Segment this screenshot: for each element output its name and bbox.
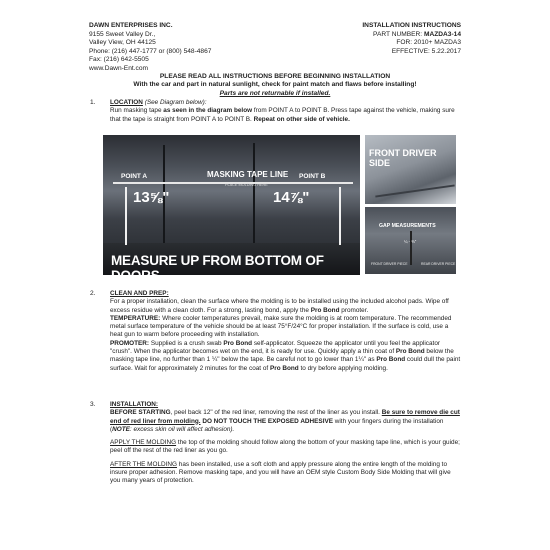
front-driver-side-photo xyxy=(365,135,456,204)
section-3-para-3: AFTER THE MOLDING has been installed, use a soft cloth and apply pressure along the entire length of the molding to insure proper adhesion. Remove masking tape, and you will have an OEM style Custom Body Side Molding that will give you many years of protection. xyxy=(110,460,451,485)
section-2-number: 2. xyxy=(90,290,96,297)
front-driver-side-caption: FRONT DRIVER SIDE xyxy=(369,148,437,168)
point-a-label: POINT A xyxy=(121,173,148,180)
measure-caption: MEASURE UP FROM BOTTOM OF DOORS xyxy=(111,253,324,283)
company-address-2: Valley View, OH 44125 xyxy=(89,39,156,47)
part-number-line: PART NUMBER: MAZDA3-14 xyxy=(373,30,461,38)
vehicle-fitment: FOR: 2010+ MAZDA3 xyxy=(396,39,461,47)
section-2 xyxy=(110,290,462,373)
company-address-1: 9155 Sweet Valley Dr., xyxy=(89,30,156,38)
company-fax: Fax: (216) 642-5505 xyxy=(89,56,149,64)
company-website: www.Dawn-Ent.com xyxy=(89,64,148,72)
notice-block xyxy=(60,73,490,98)
front-piece-label: FRONT DRIVER PIECE xyxy=(371,262,408,266)
notice-line-3: Parts are not returnable if installed. xyxy=(219,89,331,97)
notice-line-2: With the car and part in natural sunlight, check for paint match and flaws before installing! xyxy=(133,81,417,89)
point-b-label: POINT B xyxy=(299,173,326,180)
section-3-number: 3. xyxy=(90,401,96,408)
document-title: INSTALLATION INSTRUCTIONS xyxy=(362,22,461,29)
section-3-para-1: BEFORE STARTING, peel back 12" of the red liner, removing the rest of the liner as you install. Be sure to remove die cut end of red liner from molding. DO NOT TOUCH THE EXPOSED ADHESIVE with your fingers during the installation (NOTE: excess skin oil will affect adhesion). xyxy=(110,409,460,433)
section-3-para-2: APPLY THE MOLDING the top of the molding should follow along the bottom of your masking tape line, which is your guide; peel off the rest of the red liner as you go. xyxy=(110,439,460,455)
rear-piece-label: REAR DRIVER PIECE xyxy=(421,262,456,266)
gap-measurements-caption: GAP MEASUREMENTS xyxy=(379,223,436,229)
measure-arrow-a xyxy=(125,187,127,245)
section-1-heading: LOCATION xyxy=(110,99,143,106)
section-2-para-1: For a proper installation, clean the surface where the molding is to be installed using the included alcohol pads. Wipe off excess residue with a clean cloth. For a strong, lasting bond, apply the Pro Bond promoter. xyxy=(110,298,449,314)
section-2-para-2: TEMPERATURE: Where cooler temperatures prevail, make sure the molding is at room temperature. The recommended metal surface temperature of the vehicle should be at least 75°F/24°C for proper installation. If the surface is cold, use a heat gun to warm before proceeding with installation. xyxy=(110,314,452,339)
part-number: MAZDA3-14 xyxy=(423,30,461,38)
company-phone: Phone: (216) 447-1777 or (800) 548-4867 xyxy=(89,47,212,55)
section-1-number: 1. xyxy=(90,99,96,106)
place-molding-hint: PLACE MOLDING HERE xyxy=(225,183,268,187)
notice-line-1: PLEASE READ ALL INSTRUCTIONS BEFORE BEGINNING INSTALLATION xyxy=(159,73,391,80)
section-3-heading: INSTALLATION: xyxy=(110,401,159,408)
company-name: DAWN ENTERPRISES INC. xyxy=(89,22,173,29)
company-block xyxy=(89,22,211,74)
section-1-text: Run masking tape as seen in the diagram below from POINT A to POINT B. Press tape against the vehicle, making sure that the tape is straight from POINT A to POINT B. Repeat on other side of vehicle. xyxy=(110,107,455,123)
gap-value: ¼ - ⅜" xyxy=(404,239,417,244)
gap-measurements-photo xyxy=(365,207,456,274)
section-3 xyxy=(110,401,462,486)
effective-date: EFFECTIVE: 5.22.2017 xyxy=(391,47,461,55)
measurement-b: 14⅞" xyxy=(273,189,310,206)
door-diagram-photo xyxy=(103,135,360,283)
section-2-para-3: PROMOTER: Supplied is a crush swab Pro Bond self-applicator. Squeeze the applicator until you feel the applicator "crush". When the applicator becomes wet on the end, it is ready for use. Quickly apply a thin coat of Pro Bond below the masking tape line, no further than 1 ¼" below the tape. Be careful not to go lower than 1¼" as Pro Bond could dull the paint surface. Wait for approximately 2 minutes for the coat of Pro Bond to dry before applying molding. xyxy=(110,339,461,372)
measure-arrow-b xyxy=(339,187,341,245)
measurement-a: 13⅝" xyxy=(133,189,170,206)
section-1: LOCATION (See Diagram below): Run masking tape as seen in the diagram below from POINT A to POINT B. Press tape against the vehicle, making sure that the tape is straight from POINT A to POINT B. Repeat on other side of vehicle. xyxy=(110,99,462,124)
section-2-heading: CLEAN AND PREP: xyxy=(110,290,169,297)
document-info xyxy=(362,22,461,56)
masking-tape-label: MASKING TAPE LINE xyxy=(207,170,289,179)
